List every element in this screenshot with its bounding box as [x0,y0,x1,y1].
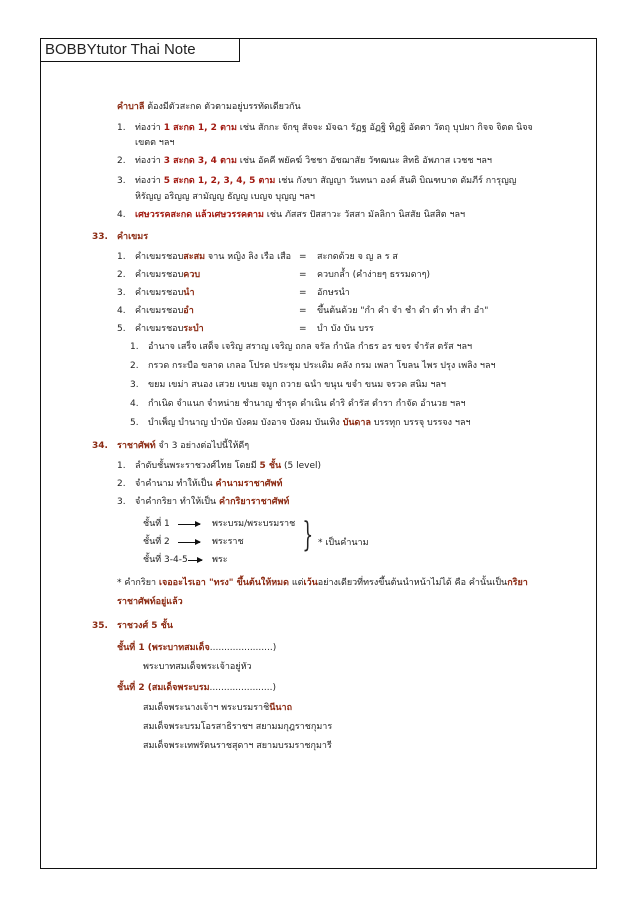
item-number: 2. [117,270,126,280]
item-rule: เศษวรรคสะกด แล้วเศษวรรคตาม [135,210,264,220]
note-text: * คำกริยา [117,578,157,588]
section-number: 33. [92,232,108,242]
list-item [117,270,200,281]
item-examples: เช่น ภัสสร ปัสสาวะ วัสสา มัลลิกา นิสสัย นิสสิต ฯลฯ [266,210,466,220]
example-row [130,342,472,353]
equals-sign: = [299,324,307,334]
item-examples: เช่น สักกะ จักขุ สัจจะ มัจฉา รัฏฐ อัฏฐิ ทิฏฐิ อัตตา วัตถุ บุปผา กิจจ จิตต นิจจ [239,123,533,133]
item-number: 3. [130,380,139,390]
item-number: 4. [117,306,126,316]
list-item-cont: เขตต ฯลฯ [135,138,175,148]
brace-note: * เป็นคำนาม [318,538,369,548]
example-words: กรวด กระบือ ขลาด เกลอ โปรด ประชุม ประเดิม คลัง กรม เพลา โขลน ไพร ปรุง เพลิง ฯลฯ [148,361,496,371]
tier-title: ชั้นที่ 2 (สมเด็จพระบรม [117,683,210,693]
kham-bali-intro [117,102,301,113]
list-item [117,306,194,317]
item-text: จำคำนาม ทำให้เป็น [135,479,213,489]
arrow-right-icon [178,542,200,543]
item-keyword: อำ [183,306,194,316]
item-number: 2. [117,479,126,489]
item-number: 3. [117,176,126,186]
item-text: คำเขมรชอบ [135,270,184,280]
section-number: 35. [92,621,108,631]
section-title: คำเขมร [117,232,149,242]
tier-heading [117,643,276,654]
example-row [130,380,446,391]
item-definition: สะกดด้วย จ ญ ล ร ส [317,252,398,262]
tier-prefix: พระ [212,555,228,565]
tier-title: ชั้นที่ 1 (พระบาทสมเด็จ [117,643,210,653]
note-text: อย่างเดียวที่ทรงขึ้นต้นนำหน้าไม่ได้ คือ คำนั้นเป็น [317,578,508,588]
item-definition: บำ บัง บัน บรร [317,324,374,334]
list-item [117,288,195,299]
example-row [130,418,471,429]
item-definition: ขึ้นต้นด้วย "กำ คำ จำ ชำ ดำ ตำ ทำ สำ อำ" [317,306,489,316]
item-number: 1. [117,252,126,262]
equals-sign: = [299,252,307,262]
example-words: บรรทุก บรรจุ บรรจง ฯลฯ [373,418,471,428]
item-examples: เช่น กังขา สัญญา วันทนา องค์ สันติ บิณฑบาต ดัมภีร์ การุญญ [278,176,517,186]
item-definition: ควบกล้ำ (คำง่ายๆ ธรรมดาๆ) [317,270,431,280]
section-34-heading [92,441,249,452]
tier-label: ชั้นที่ 3-4-5 [143,555,188,565]
section-title: ราชวงศ์ 5 ชั้น [117,621,173,631]
fill-in-blank: ......................) [209,683,276,693]
list-item [117,210,465,221]
tier-example-text: สมเด็จพระนางเจ้าฯ พระบรมราชิ [143,703,270,713]
tier-prefix: พระบรม/พระบรมราช [212,519,296,529]
tier-example: พระบาทสมเด็จพระเจ้าอยู่หัว [143,662,252,672]
note-highlight: ราชาศัพท์อยู่แล้ว [117,597,183,607]
list-item [117,324,204,335]
tier-heading [117,683,276,694]
item-text: (5 level) [284,461,322,471]
section-33-heading [92,232,148,243]
header-title: BOBBYtutor Thai Note [40,38,240,62]
item-number: 4. [117,210,126,220]
note-highlight: เว้น [303,578,318,588]
example-words: อำนาจ เสร็จ เสด็จ เจริญ สราญ เจริญ ถกล จรัล กำนัล กำธร อร ขจร จำรัส ตรัส ฯลฯ [148,342,473,352]
list-item [117,123,533,134]
right-brace-icon: } [302,515,314,555]
item-examples: เช่น อัคคี พยัคฆ์ วิชชา อัชฌาสัย วัฑฒนะ สิทธิ อัพภาส เวชช ฯลฯ [239,156,492,166]
item-number: 5. [130,418,139,428]
item-number: 1. [130,342,139,352]
list-item [117,461,321,472]
note-highlight: เจออะไรเอา "ทรง" ขึ้นต้นให้หมด [158,578,289,588]
item-number: 1. [117,123,126,133]
tier-label: ชั้นที่ 1 [143,519,170,529]
item-examples: จาน หญิง ลิง เรือ เสือ [205,252,292,262]
item-keyword: ควบ [183,270,201,280]
equals-sign: = [299,270,307,280]
item-number: 2. [117,156,126,166]
item-text: ลำดับชั้นพระราชวงศ์ไทย โดยมี [135,461,257,471]
example-words: ขยม เขม่า สนอง เสวย เขนย จมูก ถวาย ฉนำ ขนุน ขจำ ขนม จรวด สนิม ฯลฯ [148,380,446,390]
item-definition: อักษรนำ [317,288,350,298]
item-rule: 3 สะกด 3, 4 ตาม [163,156,237,166]
example-row [130,361,496,372]
example-highlight: บันดาล [342,418,371,428]
item-text: ท่องว่า [135,123,161,133]
tier-example [143,703,292,714]
item-keyword: สะสม [183,252,206,262]
item-text: คำเขมรชอบ [135,306,184,316]
list-item [117,252,291,263]
item-rule: 5 สะกด 1, 2, 3, 4, 5 ตาม [163,176,276,186]
list-item [117,497,289,508]
kham-bali-intro-text: ต้องมีตัวสะกด ตัวตามอยู่บรรทัดเดียวกัน [147,102,301,112]
kham-bali-heading: คำบาลี [117,102,145,112]
equals-sign: = [299,306,307,316]
arrow-right-icon [178,524,200,525]
tier-label: ชั้นที่ 2 [143,537,170,547]
example-row [130,399,466,410]
tier-prefix: พระราช [212,537,244,547]
item-number: 3. [117,497,126,507]
item-number: 2. [130,361,139,371]
example-words: บำเพ็ญ บำนาญ บำบัด บังคม บังอาจ บังคม บันเทิง [148,418,340,428]
tier-example-highlight: นีนาถ [269,703,293,713]
fill-in-blank: ......................) [209,643,277,653]
tier-example: สมเด็จพระบรมโอรสาธิราชฯ สยามมกุฎราชกุมาร [143,722,333,732]
item-number: 5. [117,324,126,334]
section-title: ราชาศัพท์ [117,441,156,451]
item-text: ท่องว่า [135,176,161,186]
item-text: ท่องว่า [135,156,161,166]
item-keyword: คำกริยาราชาศัพท์ [219,497,290,507]
example-words: กำเนิด จำแนก จำหน่าย ชำนาญ ชำรุด ดำเนิน ดำริ ดำรัส ตำรา กำจัด อำนวย ฯลฯ [148,399,466,409]
item-keyword: 5 ชั้น [259,461,282,471]
list-item [117,156,492,167]
list-item [117,176,516,187]
note-text: แต่ [291,578,304,588]
item-keyword: ระบำ [183,324,204,334]
item-number: 1. [117,461,126,471]
item-text: จำคำกริยา ทำให้เป็น [135,497,217,507]
note-highlight: กริยา [507,578,528,588]
item-keyword: คำนามราชาศัพท์ [215,479,283,489]
verb-note [117,578,528,589]
list-item [117,479,282,490]
list-item-cont: หิรัญญ อริญญ สามัญญ ธัญญ เบญจ บุญญ ฯลฯ [135,192,315,202]
item-number: 3. [117,288,126,298]
section-35-heading [92,621,173,632]
equals-sign: = [299,288,307,298]
item-text: คำเขมรชอบ [135,288,184,298]
item-keyword: นำ [183,288,195,298]
item-number: 4. [130,399,139,409]
item-text: คำเขมรชอบ [135,324,184,334]
item-rule: 1 สะกด 1, 2 ตาม [163,123,237,133]
section-intro: จำ 3 อย่างต่อไปนี้ให้ดีๆ [158,441,250,451]
section-number: 34. [92,441,108,451]
arrow-right-icon [188,560,202,561]
tier-example: สมเด็จพระเทพรัตนราชสุดาฯ สยามบรมราชกุมารี [143,741,332,751]
item-text: คำเขมรชอบ [135,252,184,262]
